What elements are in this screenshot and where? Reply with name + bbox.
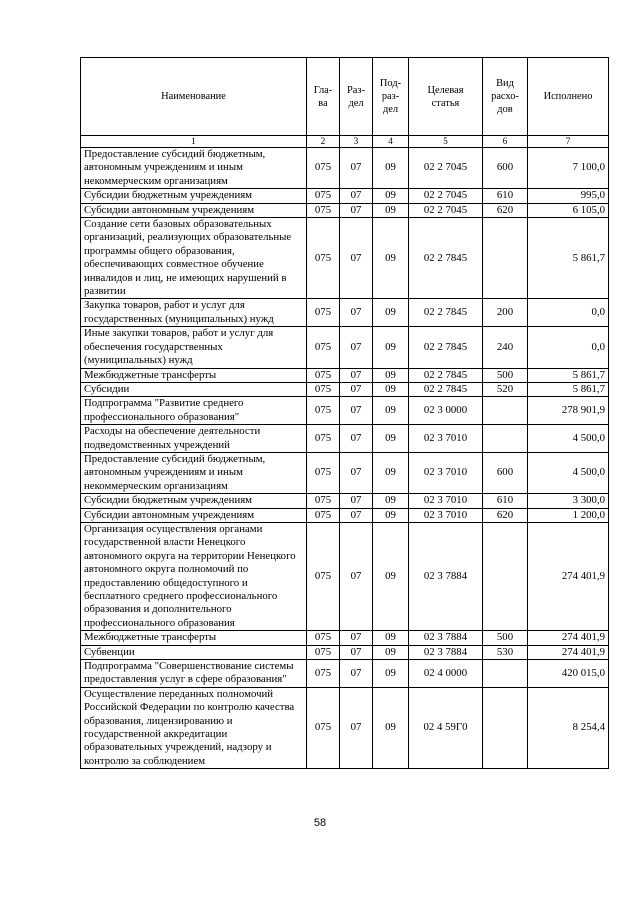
row-name: Подпрограмма "Совершенствование системы предоставления услуг в сфере образования" [81,660,307,688]
row-podrazdel: 09 [373,203,409,217]
row-name: Подпрограмма "Развитие среднего профессионального образования" [81,397,307,425]
row-razdel: 07 [340,189,373,203]
row-name: Субвенции [81,645,307,659]
row-name: Организация осуществления органами государственной власти Ненецкого автономного округа на территории Ненецкого автономного округа полномочий по предоставлению общедоступного и бесплатного среднего профессионального образования и дополнительного профессионального образования [81,522,307,630]
row-amount: 995,0 [528,189,609,203]
row-podrazdel: 09 [373,327,409,368]
row-article: 02 3 7010 [409,425,483,453]
row-vid: 610 [483,494,528,508]
column-number: 1 [81,136,307,148]
row-glava: 075 [307,494,340,508]
row-glava: 075 [307,299,340,327]
row-article: 02 2 7845 [409,368,483,382]
row-amount: 4 500,0 [528,452,609,493]
row-name: Закупка товаров, работ и услуг для государственных (муниципальных) нужд [81,299,307,327]
row-article: 02 3 7010 [409,508,483,522]
row-name: Осуществление переданных полномочий Российской Федерации по контролю качества образования, лицензированию и государственной аккредитации образовательных учреждений, надзору и контролю за соблюдением [81,687,307,768]
row-razdel: 07 [340,645,373,659]
row-name: Иные закупки товаров, работ и услуг для обеспечения государственных (муниципальных) нужд [81,327,307,368]
row-vid: 610 [483,189,528,203]
row-podrazdel: 09 [373,660,409,688]
column-number-row [81,136,609,148]
row-podrazdel: 09 [373,452,409,493]
row-razdel: 07 [340,327,373,368]
row-vid [483,522,528,630]
table-row [81,189,609,203]
row-glava: 075 [307,327,340,368]
row-podrazdel: 09 [373,299,409,327]
row-article: 02 2 7845 [409,327,483,368]
row-glava: 075 [307,522,340,630]
table-row [81,508,609,522]
row-amount: 274 401,9 [528,522,609,630]
table-row [81,327,609,368]
header-done: Исполнено [528,58,609,136]
row-amount: 8 254,4 [528,687,609,768]
row-article: 02 3 7010 [409,494,483,508]
row-name: Субсидии бюджетным учреждениям [81,189,307,203]
table-row [81,645,609,659]
row-article: 02 2 7045 [409,189,483,203]
row-article: 02 2 7845 [409,382,483,396]
column-number: 2 [307,136,340,148]
row-razdel: 07 [340,203,373,217]
row-podrazdel: 09 [373,645,409,659]
row-article: 02 3 7884 [409,522,483,630]
row-razdel: 07 [340,368,373,382]
row-podrazdel: 09 [373,189,409,203]
row-amount: 0,0 [528,327,609,368]
row-name: Создание сети базовых образовательных организаций, реализующих образовательные программы общего образования, обеспечивающих совместное обучение инвалидов и лиц, не имеющих нарушений в развитии [81,218,307,299]
row-podrazdel: 09 [373,397,409,425]
row-podrazdel: 09 [373,148,409,189]
row-glava: 075 [307,189,340,203]
row-name: Расходы на обеспечение деятельности подведомственных учреждений [81,425,307,453]
row-glava: 075 [307,631,340,645]
row-glava: 075 [307,203,340,217]
row-vid [483,397,528,425]
row-razdel: 07 [340,425,373,453]
row-article: 02 2 7845 [409,299,483,327]
row-amount: 5 861,7 [528,368,609,382]
row-name: Предоставление субсидий бюджетным, автономным учреждениям и иным некоммерческим организациям [81,452,307,493]
row-glava: 075 [307,660,340,688]
table-row [81,299,609,327]
table-row [81,397,609,425]
header-article: Целевая статья [409,58,483,136]
row-glava: 075 [307,425,340,453]
row-vid: 500 [483,631,528,645]
row-podrazdel: 09 [373,687,409,768]
row-name: Межбюджетные трансферты [81,368,307,382]
row-article: 02 2 7845 [409,218,483,299]
row-amount: 0,0 [528,299,609,327]
table-row [81,494,609,508]
row-amount: 278 901,9 [528,397,609,425]
row-vid [483,660,528,688]
table-body [81,148,609,769]
row-vid [483,218,528,299]
header-podrazdel: Под- раз- дел [373,58,409,136]
row-razdel: 07 [340,397,373,425]
row-razdel: 07 [340,631,373,645]
header-glava: Гла- ва [307,58,340,136]
column-number: 4 [373,136,409,148]
row-article: 02 3 7010 [409,452,483,493]
row-vid: 520 [483,382,528,396]
row-amount: 274 401,9 [528,645,609,659]
budget-table [80,57,609,769]
row-glava: 075 [307,148,340,189]
row-podrazdel: 09 [373,522,409,630]
row-vid [483,425,528,453]
row-podrazdel: 09 [373,368,409,382]
row-vid: 200 [483,299,528,327]
row-razdel: 07 [340,452,373,493]
table-row [81,368,609,382]
row-amount: 5 861,7 [528,382,609,396]
header-name: Наименование [81,58,307,136]
table-row [81,660,609,688]
row-name: Субсидии автономным учреждениям [81,508,307,522]
row-name: Предоставление субсидий бюджетным, автономным учреждениям и иным некоммерческим организациям [81,148,307,189]
table-row [81,522,609,630]
row-article: 02 3 7884 [409,631,483,645]
row-glava: 075 [307,645,340,659]
table-row [81,218,609,299]
header-row [81,58,609,136]
row-glava: 075 [307,218,340,299]
table-row [81,687,609,768]
row-article: 02 2 7045 [409,148,483,189]
column-number: 7 [528,136,609,148]
header-vid: Вид расхо- дов [483,58,528,136]
table-row [81,203,609,217]
row-article: 02 3 7884 [409,645,483,659]
row-vid [483,687,528,768]
row-amount: 6 105,0 [528,203,609,217]
row-name: Субсидии бюджетным учреждениям [81,494,307,508]
page-number: 58 [313,817,327,829]
row-article: 02 4 59Г0 [409,687,483,768]
row-razdel: 07 [340,522,373,630]
row-razdel: 07 [340,382,373,396]
row-name: Межбюджетные трансферты [81,631,307,645]
table-row [81,148,609,189]
row-amount: 420 015,0 [528,660,609,688]
row-glava: 075 [307,687,340,768]
row-vid: 500 [483,368,528,382]
row-article: 02 3 0000 [409,397,483,425]
row-podrazdel: 09 [373,494,409,508]
row-amount: 4 500,0 [528,425,609,453]
row-amount: 274 401,9 [528,631,609,645]
row-vid: 620 [483,203,528,217]
row-razdel: 07 [340,148,373,189]
row-amount: 1 200,0 [528,508,609,522]
row-podrazdel: 09 [373,218,409,299]
header-razdel: Раз- дел [340,58,373,136]
row-razdel: 07 [340,218,373,299]
row-razdel: 07 [340,299,373,327]
row-name: Субсидии автономным учреждениям [81,203,307,217]
row-amount: 3 300,0 [528,494,609,508]
row-razdel: 07 [340,508,373,522]
row-razdel: 07 [340,687,373,768]
row-podrazdel: 09 [373,425,409,453]
row-glava: 075 [307,368,340,382]
row-vid: 620 [483,508,528,522]
row-glava: 075 [307,382,340,396]
column-number: 5 [409,136,483,148]
row-vid: 600 [483,148,528,189]
row-vid: 530 [483,645,528,659]
row-amount: 5 861,7 [528,218,609,299]
row-razdel: 07 [340,494,373,508]
row-article: 02 4 0000 [409,660,483,688]
row-glava: 075 [307,452,340,493]
column-number: 6 [483,136,528,148]
row-vid: 240 [483,327,528,368]
row-razdel: 07 [340,660,373,688]
row-podrazdel: 09 [373,382,409,396]
row-podrazdel: 09 [373,631,409,645]
row-article: 02 2 7045 [409,203,483,217]
row-amount: 7 100,0 [528,148,609,189]
table-row [81,382,609,396]
row-glava: 075 [307,508,340,522]
row-podrazdel: 09 [373,508,409,522]
row-vid: 600 [483,452,528,493]
table-row [81,452,609,493]
column-number: 3 [340,136,373,148]
table-row [81,631,609,645]
row-glava: 075 [307,397,340,425]
row-name: Субсидии [81,382,307,396]
table-row [81,425,609,453]
